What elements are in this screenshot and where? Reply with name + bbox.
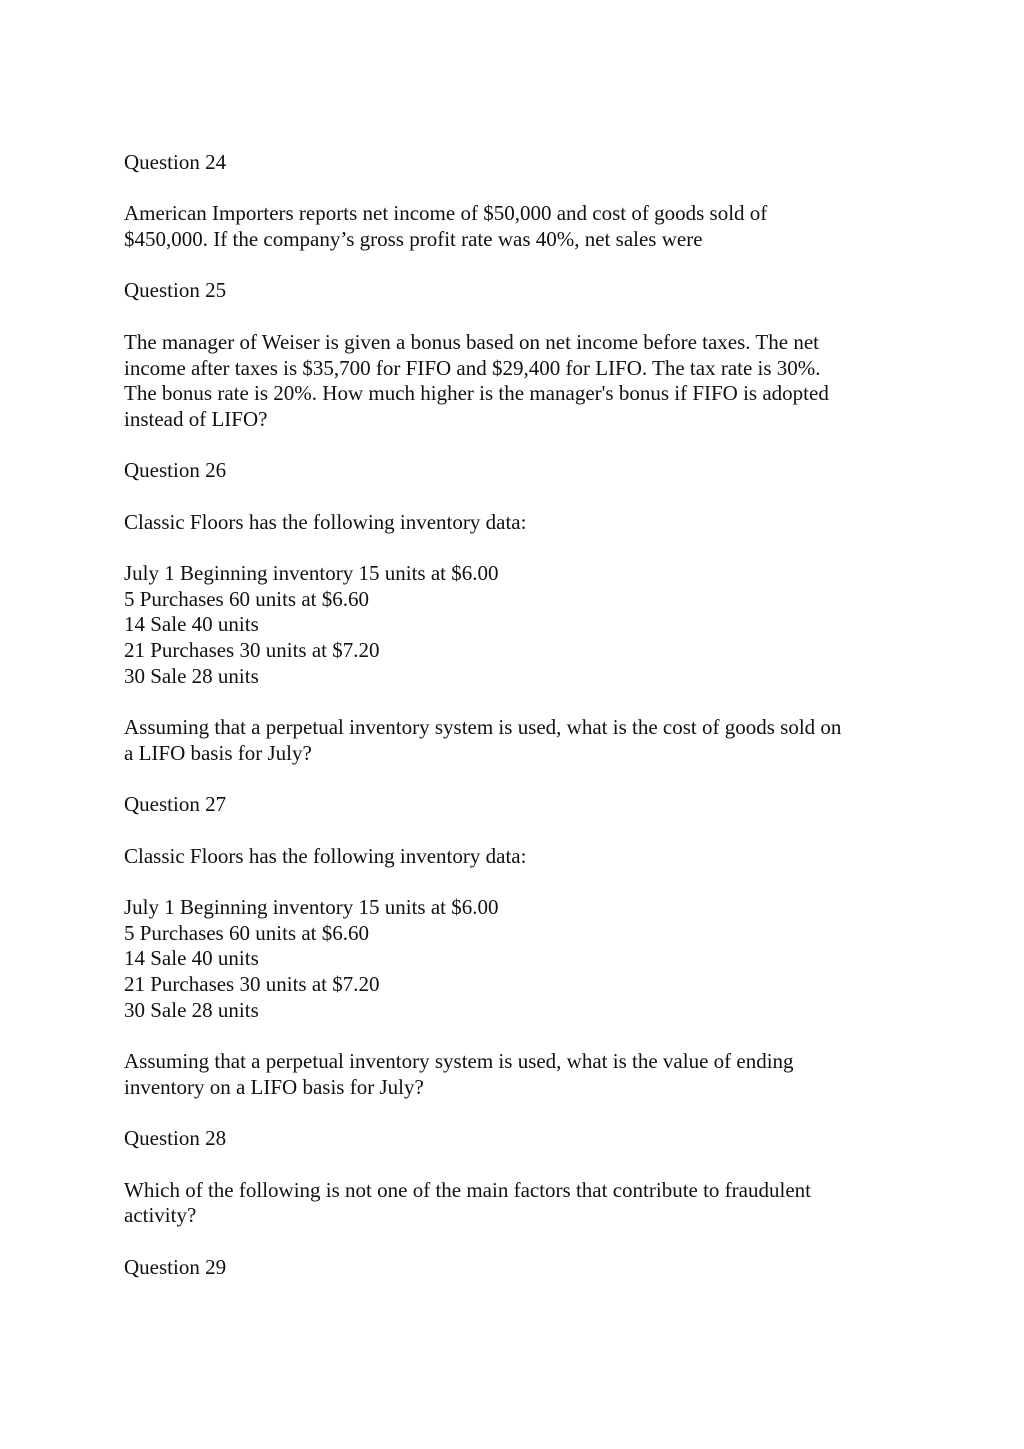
- inventory-row: 14 Sale 40 units: [124, 612, 259, 637]
- question-heading: Question 26: [124, 458, 227, 483]
- text-line: Which of the following is not one of the main factors that contribute to fraudulent: [124, 1177, 811, 1202]
- question-26: [124, 458, 904, 792]
- question-25: [124, 278, 904, 458]
- text-line: activity?: [124, 1203, 197, 1228]
- document-page: [124, 150, 904, 1280]
- inventory-data-list: [124, 561, 904, 689]
- question-heading: Question 29: [124, 1254, 227, 1279]
- inventory-row: 5 Purchases 60 units at $6.60: [124, 586, 369, 611]
- text-line: American Importers reports net income of $50,000 and cost of goods sold of: [124, 201, 768, 226]
- question-27: [124, 792, 904, 1126]
- question-text: [124, 1049, 904, 1100]
- question-intro: [124, 844, 904, 870]
- question-text: [124, 201, 904, 252]
- inventory-data-list: [124, 895, 904, 1023]
- text-line: The bonus rate is 20%. How much higher is the manager's bonus if FIFO is adopted: [124, 381, 829, 406]
- question-text: [124, 1178, 904, 1229]
- question-heading: Question 27: [124, 792, 227, 817]
- question-heading: Question 28: [124, 1126, 227, 1151]
- inventory-row: 30 Sale 28 units: [124, 997, 259, 1022]
- inventory-row: July 1 Beginning inventory 15 units at $6.00: [124, 561, 499, 585]
- inventory-row: 14 Sale 40 units: [124, 946, 259, 971]
- text-line: The manager of Weiser is given a bonus based on net income before taxes. The net: [124, 329, 819, 354]
- text-line: Classic Floors has the following inventory data:: [124, 509, 527, 534]
- question-29: [124, 1255, 904, 1281]
- text-line: inventory on a LIFO basis for July?: [124, 1074, 424, 1099]
- question-24: [124, 150, 904, 278]
- text-line: instead of LIFO?: [124, 406, 268, 431]
- inventory-row: July 1 Beginning inventory 15 units at $6.00: [124, 894, 499, 919]
- text-line: income after taxes is $35,700 for FIFO and $29,400 for LIFO. The tax rate is 30%.: [124, 355, 821, 380]
- text-line: $450,000. If the company’s gross profit rate was 40%, net sales were: [124, 227, 703, 252]
- question-intro: [124, 510, 904, 536]
- question-heading: Question 25: [124, 278, 227, 303]
- inventory-row: 5 Purchases 60 units at $6.60: [124, 920, 369, 945]
- inventory-row: 21 Purchases 30 units at $7.20: [124, 972, 380, 996]
- question-28: [124, 1126, 904, 1254]
- text-line: Assuming that a perpetual inventory system is used, what is the cost of goods sold on: [124, 715, 842, 740]
- question-heading: Question 24: [124, 150, 227, 174]
- question-text: [124, 715, 904, 766]
- inventory-row: 21 Purchases 30 units at $7.20: [124, 638, 380, 663]
- text-line: Assuming that a perpetual inventory system is used, what is the value of ending: [124, 1049, 794, 1074]
- question-text: [124, 330, 904, 433]
- text-line: Classic Floors has the following inventory data:: [124, 843, 527, 868]
- text-line: a LIFO basis for July?: [124, 740, 312, 765]
- inventory-row: 30 Sale 28 units: [124, 663, 259, 688]
